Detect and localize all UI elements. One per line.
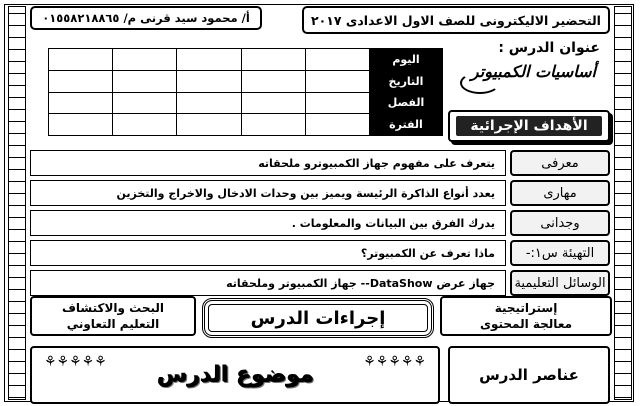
procedures-heading: إجراءات الدرس: [250, 307, 386, 329]
methods-box: [30, 296, 196, 336]
row-text: يتعرف على مفهوم جهاز الكمبيوترو ملحقاته: [30, 150, 506, 176]
row-text: يعدد أنواع الذاكرة الرئيسة ويميز بين وحدات الادخال والاخراج والتخزين: [30, 180, 506, 206]
methods-line2: التعليم التعاوني: [66, 317, 160, 331]
procedures-heading-box: [202, 298, 434, 338]
lesson-elements-label: عناصر الدرس: [479, 366, 579, 384]
warmup-row: [30, 240, 610, 266]
grid-cell[interactable]: [305, 114, 369, 136]
row-label: معرفى: [510, 150, 610, 176]
grid-label-date: التاريخ: [370, 70, 443, 92]
grid-cell[interactable]: [49, 49, 113, 71]
lesson-title-block: [452, 40, 610, 96]
grid-cell[interactable]: [177, 49, 241, 71]
grid-row: [49, 49, 443, 71]
header-author-box: [30, 6, 262, 30]
lesson-name: أساسيات الكمبيوتر: [470, 62, 596, 81]
grid-cell[interactable]: [241, 49, 305, 71]
grid-cell[interactable]: [305, 49, 369, 71]
lesson-topic-box: [30, 346, 440, 404]
grid-cell[interactable]: [113, 49, 177, 71]
row-label: التهيئة س١:-: [510, 240, 610, 266]
objectives-list: [30, 150, 610, 300]
lesson-topic-title: موضوع الدرس: [156, 362, 314, 387]
header-title-box: [302, 6, 610, 34]
grid-cell[interactable]: [113, 92, 177, 114]
grid-cell[interactable]: [177, 114, 241, 136]
row-label: الوسائل التعليمية: [510, 270, 610, 296]
grid-label-period: الفترة: [370, 114, 443, 136]
goals-heading-box: [448, 110, 610, 142]
grid-row: [49, 114, 443, 136]
strategy-line1: إستراتيجية: [494, 301, 558, 315]
grid-label-day: اليوم: [370, 49, 443, 71]
curve-decoration-icon: [460, 72, 500, 94]
grid-cell[interactable]: [49, 114, 113, 136]
grid-cell[interactable]: [305, 92, 369, 114]
objective-row-skill: [30, 180, 610, 206]
grid-cell[interactable]: [177, 92, 241, 114]
right-decorative-border: [614, 6, 632, 400]
lesson-label: عنوان الدرس :: [498, 40, 600, 56]
row-text: يدرك الفرق بين البيانات والمعلومات .: [30, 210, 506, 236]
ornament-icon: ⚘⚘⚘⚘⚘: [363, 354, 426, 370]
objective-row-cognitive: [30, 150, 610, 176]
info-grid: [48, 48, 443, 136]
grid-cell[interactable]: [113, 114, 177, 136]
grid-cell[interactable]: [241, 114, 305, 136]
objective-row-affective: [30, 210, 610, 236]
grid-cell[interactable]: [241, 92, 305, 114]
grid-label-class: الفصل: [370, 92, 443, 114]
ornament-icon: ⚘⚘⚘⚘⚘: [44, 354, 107, 370]
row-label: وجدانى: [510, 210, 610, 236]
grid-cell[interactable]: [241, 70, 305, 92]
row-label: مهارى: [510, 180, 610, 206]
strategy-line2: معالجة المحتوى: [479, 317, 573, 331]
header-author: أ/ محمود سيد قرنى م/ ٠١٥٥٨٢١٨٨٦٥: [42, 11, 250, 25]
header-title: التحضير الاليكترونى للصف الاول الاعدادى ٢٠١٧: [311, 12, 601, 28]
lesson-elements-box: [448, 346, 610, 404]
grid-row: [49, 92, 443, 114]
strategy-box: [440, 296, 612, 336]
row-text: ماذا تعرف عن الكمبيوتر؟: [30, 240, 506, 266]
left-decorative-border: [8, 6, 26, 400]
grid-cell[interactable]: [177, 70, 241, 92]
teaching-aids-row: [30, 270, 610, 296]
grid-row: [49, 70, 443, 92]
row-text: جهاز عرض DataShow-- جهاز الكمبيوتر وملحقاته: [30, 270, 506, 296]
goals-heading: الأهداف الإجرائية: [456, 116, 602, 136]
grid-cell[interactable]: [49, 92, 113, 114]
grid-cell[interactable]: [113, 70, 177, 92]
grid-cell[interactable]: [305, 70, 369, 92]
methods-line1: البحث والاكتشاف: [61, 301, 165, 315]
grid-cell[interactable]: [49, 70, 113, 92]
